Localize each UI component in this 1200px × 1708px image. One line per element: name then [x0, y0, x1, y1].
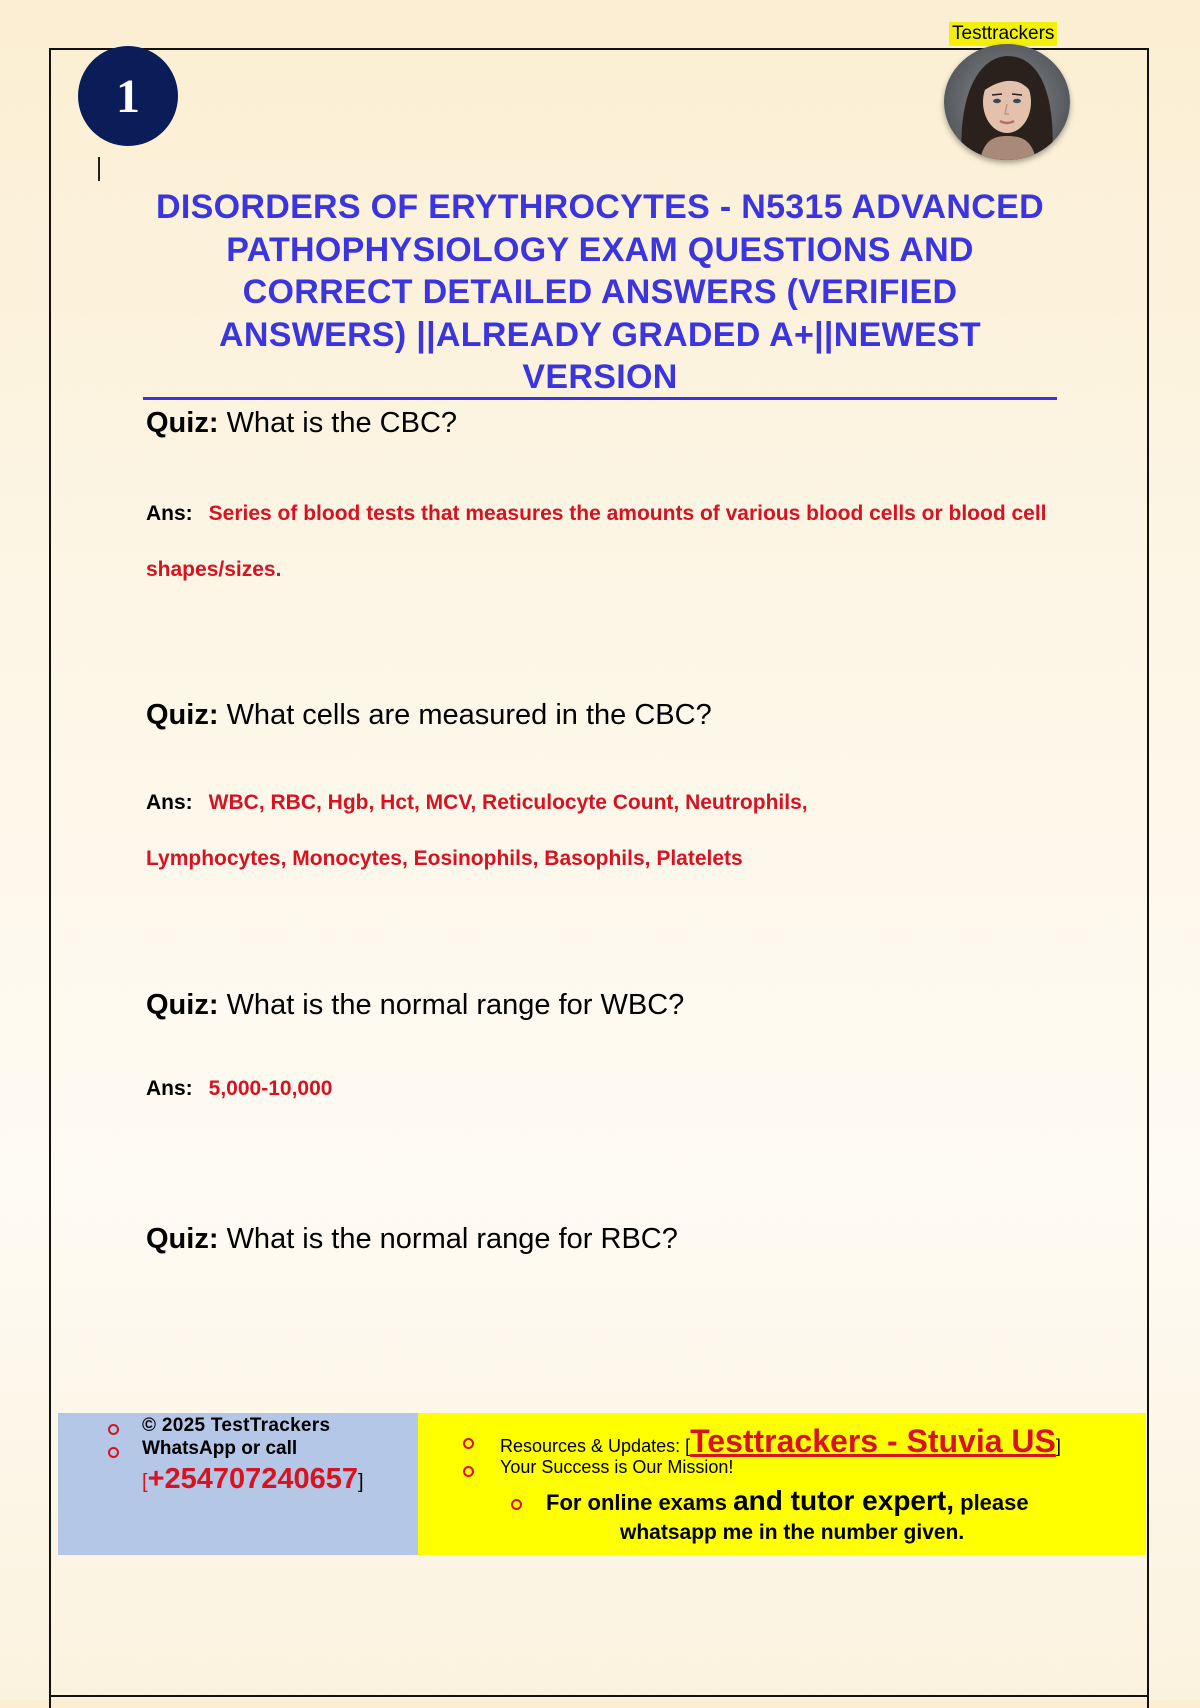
promo-line-1 — [546, 1485, 1029, 1517]
answer-label: Ans: — [146, 791, 193, 814]
question-text: What is the CBC? — [226, 407, 458, 439]
answer-text: 5,000-10,000 — [208, 1077, 333, 1100]
qa-item — [146, 405, 1066, 598]
phone-bracket-open: [ — [142, 1471, 148, 1493]
footer-contact-panel — [58, 1413, 418, 1555]
qa-item — [146, 987, 1066, 1117]
text-cursor-mark — [98, 157, 100, 181]
answer-text: WBC, RBC, Hgb, Hct, MCV, Reticulocyte Count, Neutrophils, Lymphocytes, Monocytes, Eosinophils, Basophils, Platelets — [146, 791, 808, 870]
quiz-label: Quiz: — [146, 699, 219, 731]
quiz-label: Quiz: — [146, 1223, 219, 1255]
resources-label: Resources & Updates: [ — [500, 1436, 691, 1456]
footer-resources-panel — [418, 1413, 1146, 1555]
brand-tag: Testtrackers — [949, 22, 1057, 46]
phone-number[interactable] — [142, 1463, 364, 1496]
promo-part-1: For online exams — [546, 1490, 727, 1515]
quiz-question — [146, 697, 1066, 733]
avatar — [944, 44, 1070, 160]
qa-item — [146, 1221, 1066, 1257]
bottom-rule — [49, 1695, 1149, 1697]
title-underline — [143, 397, 1057, 400]
page-number-badge: 1 — [78, 46, 178, 146]
question-text: What is the normal range for WBC? — [226, 989, 685, 1021]
quiz-question — [146, 987, 1066, 1023]
resources-line — [500, 1423, 1061, 1460]
document-title: DISORDERS OF ERYTHROCYTES - N5315 ADVANCED PATHOPHYSIOLOGY EXAM QUESTIONS AND CORRECT DETAILED ANSWERS (VERIFIED ANSWERS) ||ALREADY GRADED A+||NEWEST VERSION — [156, 188, 1044, 396]
answer-text: Series of blood tests that measures the amounts of various blood cells or blood cell shapes/sizes. — [146, 502, 1047, 581]
answer-label: Ans: — [146, 1077, 193, 1100]
promo-part-3: please — [960, 1490, 1029, 1515]
answer — [146, 1061, 1066, 1117]
quiz-label: Quiz: — [146, 407, 219, 439]
promo-part-2: and tutor expert, — [733, 1485, 954, 1516]
answer — [146, 486, 1066, 598]
woman-portrait-icon — [944, 44, 1070, 160]
question-text: What cells are measured in the CBC? — [226, 699, 712, 731]
resources-bracket-close: ] — [1055, 1436, 1061, 1456]
phone-number-text: +254707240657 — [147, 1463, 359, 1495]
quiz-question — [146, 1221, 1066, 1257]
bullet-icon — [463, 1438, 474, 1449]
mission-text: Your Success is Our Mission! — [500, 1457, 734, 1477]
quiz-question — [146, 405, 1066, 441]
bullet-icon — [511, 1499, 522, 1510]
promo-line-2: whatsapp me in the number given. — [620, 1521, 965, 1544]
bullet-icon — [108, 1424, 119, 1435]
bullet-icon — [108, 1447, 119, 1458]
answer-label: Ans: — [146, 502, 193, 525]
whatsapp-label: WhatsApp or call — [142, 1438, 298, 1459]
phone-bracket-close: ] — [358, 1471, 364, 1493]
bullet-icon — [463, 1466, 474, 1477]
answer — [146, 775, 926, 887]
copyright-text: © 2025 TestTrackers — [142, 1415, 331, 1436]
question-text: What is the normal range for RBC? — [226, 1223, 678, 1255]
stuvia-link[interactable]: Testtrackers - Stuvia US — [690, 1423, 1056, 1459]
quiz-label: Quiz: — [146, 989, 219, 1021]
qa-item — [146, 697, 1066, 887]
